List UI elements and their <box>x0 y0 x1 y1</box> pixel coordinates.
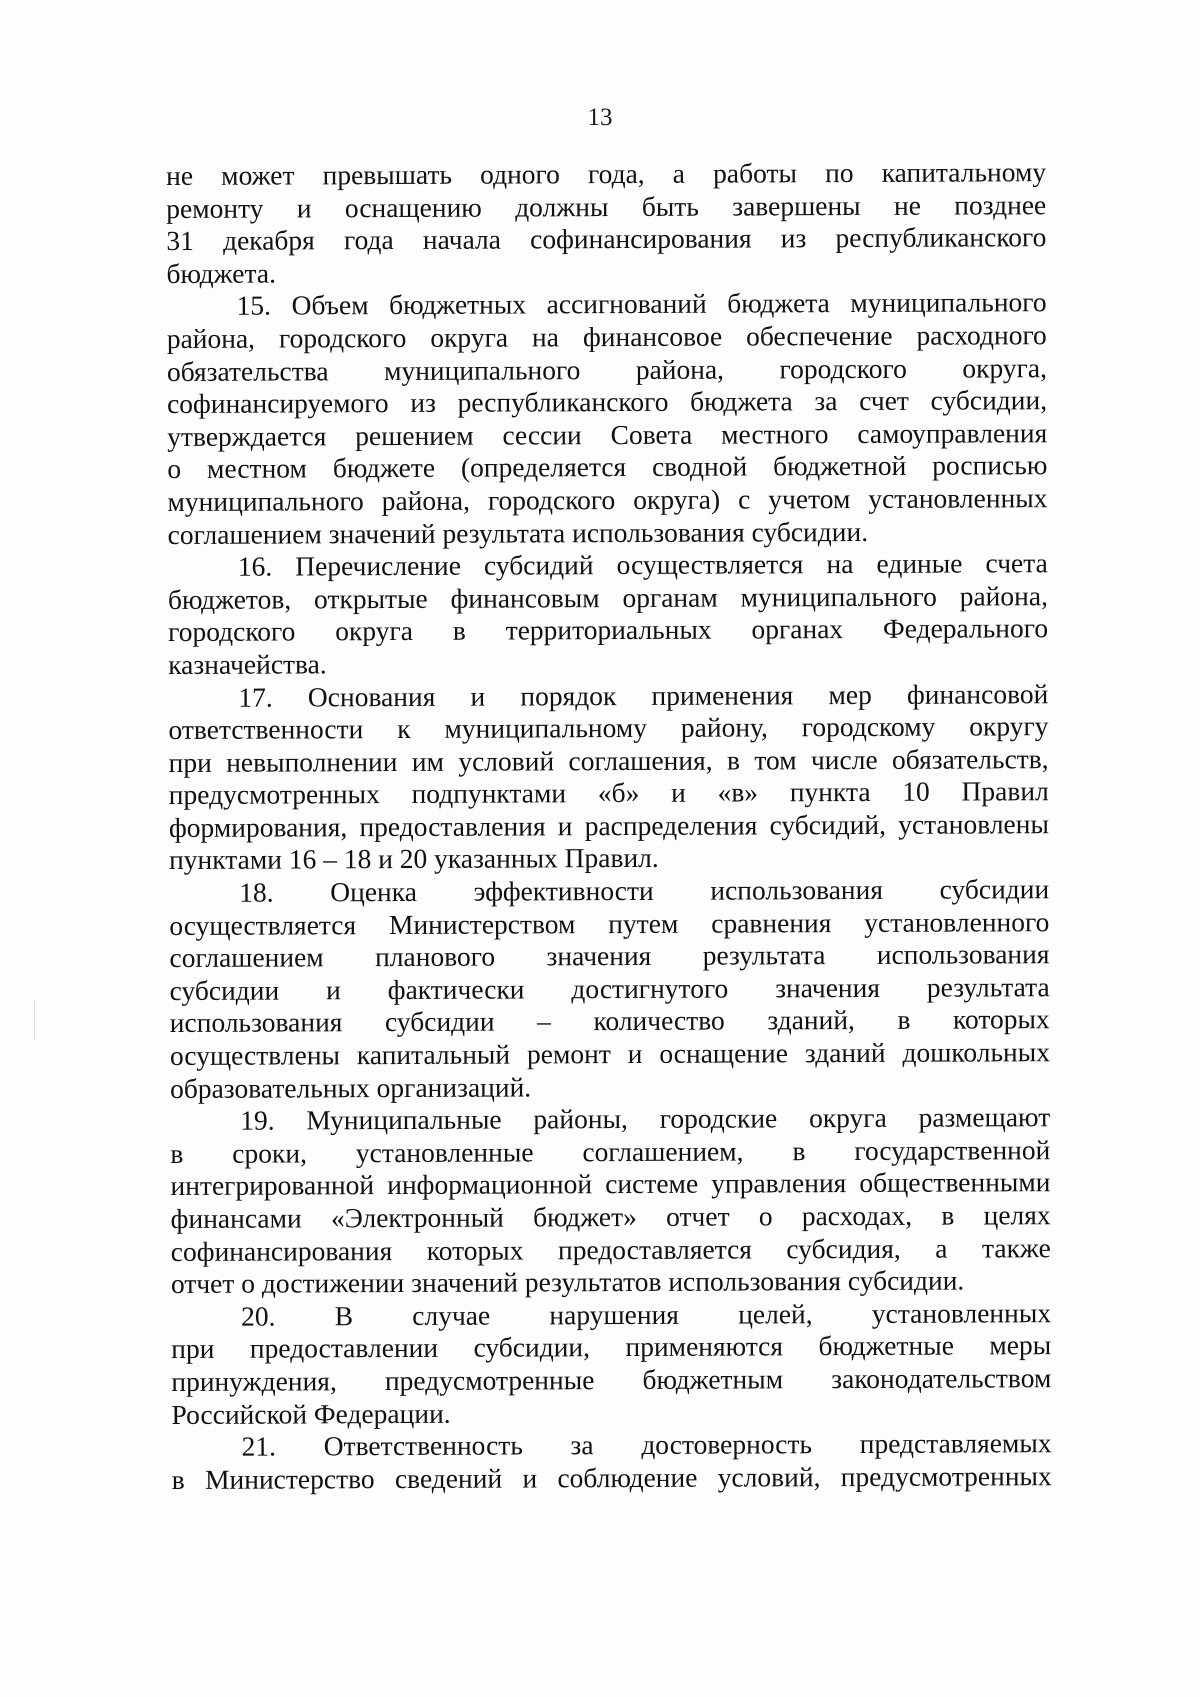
text-line: не может превышать одного года, а работы по капитальному <box>166 156 1047 191</box>
paragraph-20 <box>171 1297 1052 1431</box>
text-line: финансами «Электронный бюджет» отчет о расходах, в целях <box>170 1199 1051 1234</box>
text-line: софинансируемого из республиканского бюджета за счет субсидии, <box>166 384 1048 420</box>
text-line: муниципального района, городского округа) с учетом установленных <box>167 482 1048 517</box>
text-line: городского округа в территориальных органах Федерального <box>167 612 1049 648</box>
text-line: соглашением планового значения результата использования <box>169 938 1050 974</box>
text-line: бюджетов, открытые финансовым органам муниципального района, <box>167 579 1048 615</box>
text-line: обязательства муниципального района, городского округа, <box>166 351 1047 387</box>
text-line: казначейства. <box>168 648 327 680</box>
text-line: осуществляется Министерством путем сравнения установленного <box>169 905 1050 941</box>
scan-margin-mark <box>34 1000 35 1040</box>
paragraph-19 <box>170 1101 1051 1300</box>
text-line: образовательных организаций. <box>169 1071 532 1104</box>
text-line: формирования, предоставления и распределения субсидий, установлены <box>168 808 1049 843</box>
text-line: при предоставлении субсидии, применяются бюджетные меры <box>171 1329 1052 1365</box>
text-line: 19. Муниципальные районы, городские округа размещают <box>240 1101 1051 1136</box>
document-body <box>166 156 1052 1496</box>
paragraph-21 <box>172 1427 1052 1496</box>
paragraph-18 <box>169 873 1050 1105</box>
text-line: соглашением значений результата использования субсидии. <box>167 515 869 550</box>
text-line: о местном бюджете (определяется сводной бюджетной росписью <box>167 449 1048 485</box>
text-line: софинансирования которых предоставляется субсидия, а также <box>170 1231 1051 1267</box>
paragraph-14-continuation <box>166 156 1047 290</box>
text-line: пунктами 16 – 18 и 20 указанных Правил. <box>168 842 659 876</box>
text-line: 21. Ответственность за достоверность представляемых <box>241 1427 1052 1462</box>
text-line: в сроки, установленные соглашением, в государственной <box>170 1133 1051 1169</box>
text-line: ремонту и оснащению должны быть завершены не позднее <box>166 188 1047 224</box>
text-line: 18. Оценка эффективности использования субсидии <box>239 873 1050 908</box>
text-line: Российской Федерации. <box>171 1397 451 1430</box>
paragraph-16 <box>168 547 1049 681</box>
text-line: предусмотренных подпунктами «б» и «в» пункта 10 Правил <box>168 775 1049 811</box>
text-line: интегрированной информационной системе управления общественными <box>170 1166 1051 1202</box>
text-line: ответственности к муниципальному району, городскому округу <box>168 710 1049 746</box>
page-number: 13 <box>587 104 613 131</box>
text-line: 16. Перечисление субсидий осуществляется на единые счета <box>237 547 1048 582</box>
text-line: в Министерство сведений и соблюдение условий, предусмотренных <box>171 1459 1052 1495</box>
text-line: утверждается решением сессии Совета местного самоуправления <box>167 416 1048 452</box>
text-line: 15. Объем бюджетных ассигнований бюджета муниципального <box>236 286 1047 322</box>
text-line: при невыполнении им условий соглашения, в том числе обязательств, <box>168 742 1049 778</box>
text-line: 20. В случае нарушения целей, установленных <box>240 1296 1052 1332</box>
paragraph-17 <box>168 678 1049 877</box>
text-line: осуществлены капитальный ремонт и оснащение зданий дошкольных <box>169 1036 1050 1072</box>
text-line: района, городского округа на финансовое обеспечение расходного <box>166 319 1047 354</box>
paragraph-15 <box>167 287 1048 552</box>
text-line: субсидии и фактически достигнутого значения результата <box>169 970 1050 1006</box>
text-line: бюджета. <box>166 257 276 289</box>
text-line: принуждения, предусмотренные бюджетным законодательством <box>171 1362 1052 1397</box>
text-line: использования субсидии – количество зданий, в которых <box>169 1003 1050 1039</box>
text-line: 17. Основания и порядок применения мер финансовой <box>238 677 1049 713</box>
text-line: 31 декабря года начала софинансирования из республиканского <box>166 221 1047 257</box>
text-line: отчет о достижении значений результатов использования субсидии. <box>170 1264 965 1300</box>
